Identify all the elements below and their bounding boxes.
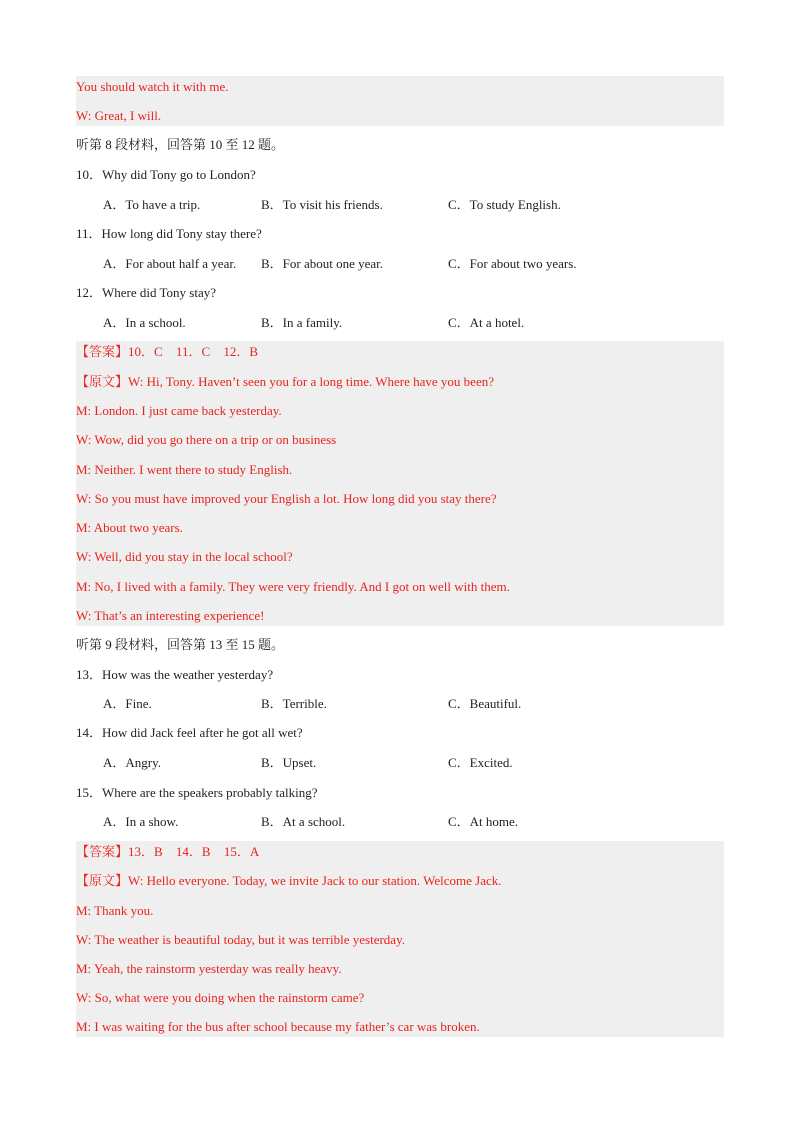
option-c: C．To study English. bbox=[448, 197, 561, 212]
transcript-line: M: About two years. bbox=[76, 520, 183, 535]
option-a: A．Angry. bbox=[103, 755, 162, 770]
option-c: C．At home. bbox=[448, 814, 519, 829]
option-a: A．To have a trip. bbox=[103, 197, 201, 212]
question-stem: 10．Why did Tony go to London? bbox=[76, 167, 256, 182]
question-stem: 15．Where are the speakers probably talking? bbox=[76, 785, 318, 800]
transcript-line: M: I was waiting for the bus after school because my father’s car was broken. bbox=[76, 1019, 480, 1034]
transcript-line: M: No, I lived with a family. They were very friendly. And I got on well with them. bbox=[76, 579, 510, 594]
answer-key: 【答案】10．C 11．C 12．B bbox=[76, 344, 259, 359]
option-a: A．Fine. bbox=[103, 696, 152, 711]
option-c: C．Excited. bbox=[448, 755, 513, 770]
transcript-line: W: The weather is beautiful today, but it was terrible yesterday. bbox=[76, 932, 405, 947]
option-b: B．At a school. bbox=[261, 814, 346, 829]
option-b: B．Upset. bbox=[261, 755, 317, 770]
option-a: A．For about half a year. bbox=[103, 256, 237, 271]
transcript-line: W: That’s an interesting experience! bbox=[76, 608, 265, 623]
transcript-line: 【原文】W: Hello everyone. Today, we invite Jack to our station. Welcome Jack. bbox=[76, 873, 502, 888]
transcript-line: W: So, what were you doing when the rainstorm came? bbox=[76, 990, 365, 1005]
transcript-line: M: Thank you. bbox=[76, 903, 154, 918]
option-a: A．In a school. bbox=[103, 315, 186, 330]
option-b: B．To visit his friends. bbox=[261, 197, 383, 212]
question-stem: 14．How did Jack feel after he got all wet? bbox=[76, 725, 303, 740]
transcript-line: M: Yeah, the rainstorm yesterday was really heavy. bbox=[76, 961, 342, 976]
section-instruction: 听第 8 段材料，回答第 10 至 12 题。 bbox=[76, 137, 285, 152]
transcript-line: W: Well, did you stay in the local school? bbox=[76, 549, 293, 564]
option-b: B．For about one year. bbox=[261, 256, 384, 271]
answer-key: 【答案】13．B 14．B 15．A bbox=[76, 844, 260, 859]
transcript-line: You should watch it with me. bbox=[76, 79, 229, 94]
question-stem: 11．How long did Tony stay there? bbox=[76, 226, 262, 241]
option-b: B．In a family. bbox=[261, 315, 343, 330]
option-b: B．Terrible. bbox=[261, 696, 327, 711]
transcript-line: 【原文】W: Hi, Tony. Haven’t seen you for a long time. Where have you been? bbox=[76, 374, 494, 389]
transcript-line: M: London. I just came back yesterday. bbox=[76, 403, 282, 418]
transcript-line: W: So you must have improved your English a lot. How long did you stay there? bbox=[76, 491, 497, 506]
option-c: C．For about two years. bbox=[448, 256, 577, 271]
transcript-line: M: Neither. I went there to study English. bbox=[76, 462, 293, 477]
section-instruction: 听第 9 段材料，回答第 13 至 15 题。 bbox=[76, 637, 285, 652]
option-a: A．In a show. bbox=[103, 814, 179, 829]
option-c: C．At a hotel. bbox=[448, 315, 525, 330]
transcript-line: W: Wow, did you go there on a trip or on business bbox=[76, 432, 337, 447]
question-stem: 13．How was the weather yesterday? bbox=[76, 667, 274, 682]
option-c: C．Beautiful. bbox=[448, 696, 522, 711]
transcript-line: W: Great, I will. bbox=[76, 108, 162, 123]
question-stem: 12．Where did Tony stay? bbox=[76, 285, 217, 300]
